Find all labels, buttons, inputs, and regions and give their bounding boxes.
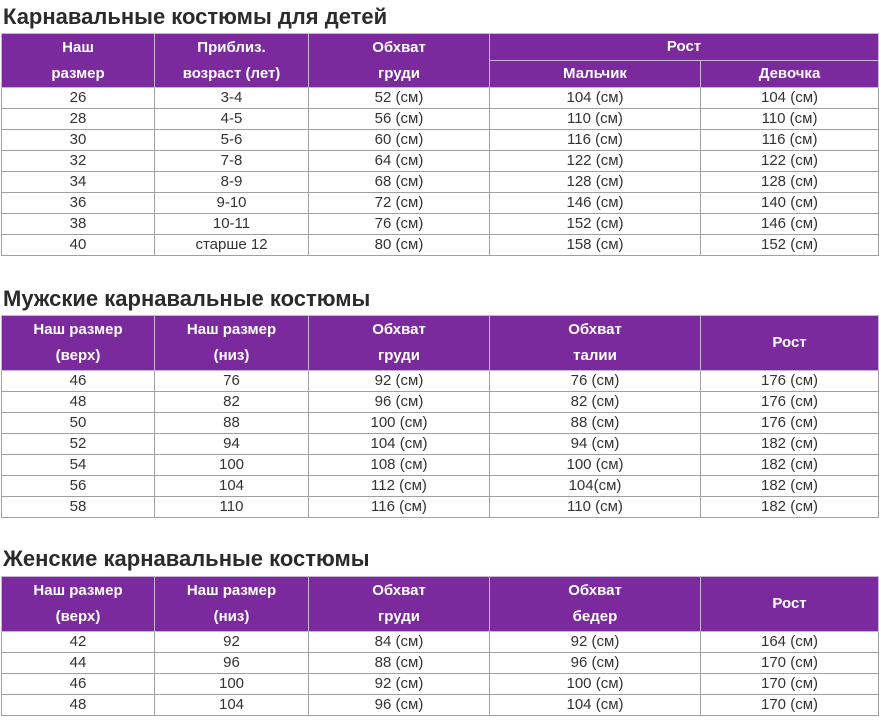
table-cell: 88 (см) — [490, 413, 701, 434]
table-cell: 158 (см) — [490, 235, 701, 256]
table-cell: 3-4 — [155, 88, 309, 109]
table-cell: 82 (см) — [490, 392, 701, 413]
table-cell: 100 (см) — [309, 413, 490, 434]
table-cell: 176 (см) — [701, 392, 879, 413]
table-cell: 116 (см) — [490, 130, 701, 151]
kids-header-size: Наш размер — [2, 34, 155, 88]
kids-header-girl: Девочка — [701, 61, 879, 88]
women-table-body — [2, 632, 879, 716]
table-cell: 34 — [2, 172, 155, 193]
table-row — [2, 476, 879, 497]
table-cell: 46 — [2, 371, 155, 392]
men-header-top-size: Наш размер (верх) — [2, 316, 155, 371]
women-header-bottom-size: Наш размер (низ) — [155, 577, 309, 632]
table-cell: 5-6 — [155, 130, 309, 151]
table-cell: старше 12 — [155, 235, 309, 256]
table-cell: 182 (см) — [701, 476, 879, 497]
table-cell: 152 (см) — [490, 214, 701, 235]
kids-header-chest: Обхват груди — [309, 34, 490, 88]
table-cell: 80 (см) — [309, 235, 490, 256]
table-row — [2, 392, 879, 413]
table-cell: 92 (см) — [309, 674, 490, 695]
men-header-bottom-size: Наш размер (низ) — [155, 316, 309, 371]
table-cell: 26 — [2, 88, 155, 109]
table-cell: 54 — [2, 455, 155, 476]
table-cell: 50 — [2, 413, 155, 434]
kids-size-table — [1, 33, 879, 256]
table-cell: 108 (см) — [309, 455, 490, 476]
table-cell: 104 (см) — [701, 88, 879, 109]
table-cell: 104 (см) — [490, 88, 701, 109]
table-cell: 110 (см) — [490, 109, 701, 130]
table-cell: 40 — [2, 235, 155, 256]
table-row — [2, 434, 879, 455]
table-cell: 52 (см) — [309, 88, 490, 109]
table-cell: 100 (см) — [490, 674, 701, 695]
table-cell: 46 — [2, 674, 155, 695]
table-row — [2, 497, 879, 518]
table-cell: 146 (см) — [490, 193, 701, 214]
table-cell: 68 (см) — [309, 172, 490, 193]
table-cell: 104 (см) — [309, 434, 490, 455]
table-cell: 116 (см) — [701, 130, 879, 151]
table-cell: 30 — [2, 130, 155, 151]
table-row — [2, 455, 879, 476]
table-cell: 42 — [2, 632, 155, 653]
table-cell: 8-9 — [155, 172, 309, 193]
table-cell: 112 (см) — [309, 476, 490, 497]
table-cell: 182 (см) — [701, 455, 879, 476]
men-header-height: Рост — [701, 316, 879, 371]
kids-header-age: Приблиз. возраст (лет) — [155, 34, 309, 88]
table-cell: 170 (см) — [701, 695, 879, 716]
table-cell: 182 (см) — [701, 497, 879, 518]
men-size-table — [1, 315, 879, 518]
table-cell: 176 (см) — [701, 413, 879, 434]
table-cell: 56 (см) — [309, 109, 490, 130]
table-cell: 128 (см) — [701, 172, 879, 193]
table-cell: 92 (см) — [490, 632, 701, 653]
men-table-body — [2, 371, 879, 518]
table-cell: 182 (см) — [701, 434, 879, 455]
table-row — [2, 88, 879, 109]
table-cell: 128 (см) — [490, 172, 701, 193]
table-cell: 104 — [155, 695, 309, 716]
table-cell: 88 — [155, 413, 309, 434]
table-cell: 36 — [2, 193, 155, 214]
table-cell: 96 (см) — [309, 392, 490, 413]
table-cell: 140 (см) — [701, 193, 879, 214]
table-cell: 110 (см) — [701, 109, 879, 130]
kids-section-title: Карнавальные костюмы для детей — [3, 4, 388, 29]
women-size-table — [1, 576, 879, 716]
table-cell: 104 — [155, 476, 309, 497]
table-cell: 122 (см) — [701, 151, 879, 172]
table-cell: 92 — [155, 632, 309, 653]
table-row — [2, 413, 879, 434]
table-row — [2, 193, 879, 214]
table-row — [2, 632, 879, 653]
table-cell: 28 — [2, 109, 155, 130]
kids-header-height: Рост — [490, 34, 879, 61]
table-cell: 72 (см) — [309, 193, 490, 214]
table-cell: 170 (см) — [701, 674, 879, 695]
table-cell: 146 (см) — [701, 214, 879, 235]
kids-header-boy: Мальчик — [490, 61, 701, 88]
table-cell: 88 (см) — [309, 653, 490, 674]
table-cell: 122 (см) — [490, 151, 701, 172]
table-cell: 7-8 — [155, 151, 309, 172]
table-row — [2, 109, 879, 130]
table-row — [2, 695, 879, 716]
table-cell: 38 — [2, 214, 155, 235]
table-cell: 104 (см) — [490, 695, 701, 716]
table-cell: 32 — [2, 151, 155, 172]
women-header-chest: Обхват груди — [309, 577, 490, 632]
table-cell: 100 (см) — [490, 455, 701, 476]
table-cell: 170 (см) — [701, 653, 879, 674]
table-cell: 92 (см) — [309, 371, 490, 392]
table-row — [2, 130, 879, 151]
women-header-top-size: Наш размер (верх) — [2, 577, 155, 632]
men-header-waist: Обхват талии — [490, 316, 701, 371]
table-cell: 100 — [155, 455, 309, 476]
table-cell: 58 — [2, 497, 155, 518]
table-cell: 110 (см) — [490, 497, 701, 518]
table-cell: 56 — [2, 476, 155, 497]
table-cell: 100 — [155, 674, 309, 695]
table-row — [2, 653, 879, 674]
table-cell: 52 — [2, 434, 155, 455]
men-header-chest: Обхват груди — [309, 316, 490, 371]
table-cell: 94 (см) — [490, 434, 701, 455]
table-cell: 76 (см) — [309, 214, 490, 235]
table-cell: 152 (см) — [701, 235, 879, 256]
table-row — [2, 674, 879, 695]
table-cell: 96 — [155, 653, 309, 674]
table-cell: 164 (см) — [701, 632, 879, 653]
table-cell: 48 — [2, 392, 155, 413]
table-cell: 104(см) — [490, 476, 701, 497]
table-cell: 82 — [155, 392, 309, 413]
table-row — [2, 214, 879, 235]
table-cell: 48 — [2, 695, 155, 716]
women-header-height: Рост — [701, 577, 879, 632]
table-cell: 10-11 — [155, 214, 309, 235]
women-header-hips: Обхват бедер — [490, 577, 701, 632]
table-cell: 116 (см) — [309, 497, 490, 518]
table-row — [2, 172, 879, 193]
table-row — [2, 235, 879, 256]
table-cell: 64 (см) — [309, 151, 490, 172]
table-cell: 176 (см) — [701, 371, 879, 392]
table-cell: 76 — [155, 371, 309, 392]
table-cell: 44 — [2, 653, 155, 674]
table-row — [2, 151, 879, 172]
table-cell: 96 (см) — [490, 653, 701, 674]
table-cell: 96 (см) — [309, 695, 490, 716]
table-cell: 4-5 — [155, 109, 309, 130]
table-row — [2, 371, 879, 392]
table-cell: 60 (см) — [309, 130, 490, 151]
table-cell: 76 (см) — [490, 371, 701, 392]
table-cell: 110 — [155, 497, 309, 518]
table-cell: 94 — [155, 434, 309, 455]
table-cell: 84 (см) — [309, 632, 490, 653]
women-section-title: Женские карнавальные костюмы — [3, 546, 370, 571]
men-section-title: Мужские карнавальные костюмы — [3, 286, 371, 311]
table-cell: 9-10 — [155, 193, 309, 214]
kids-table-body — [2, 88, 879, 256]
